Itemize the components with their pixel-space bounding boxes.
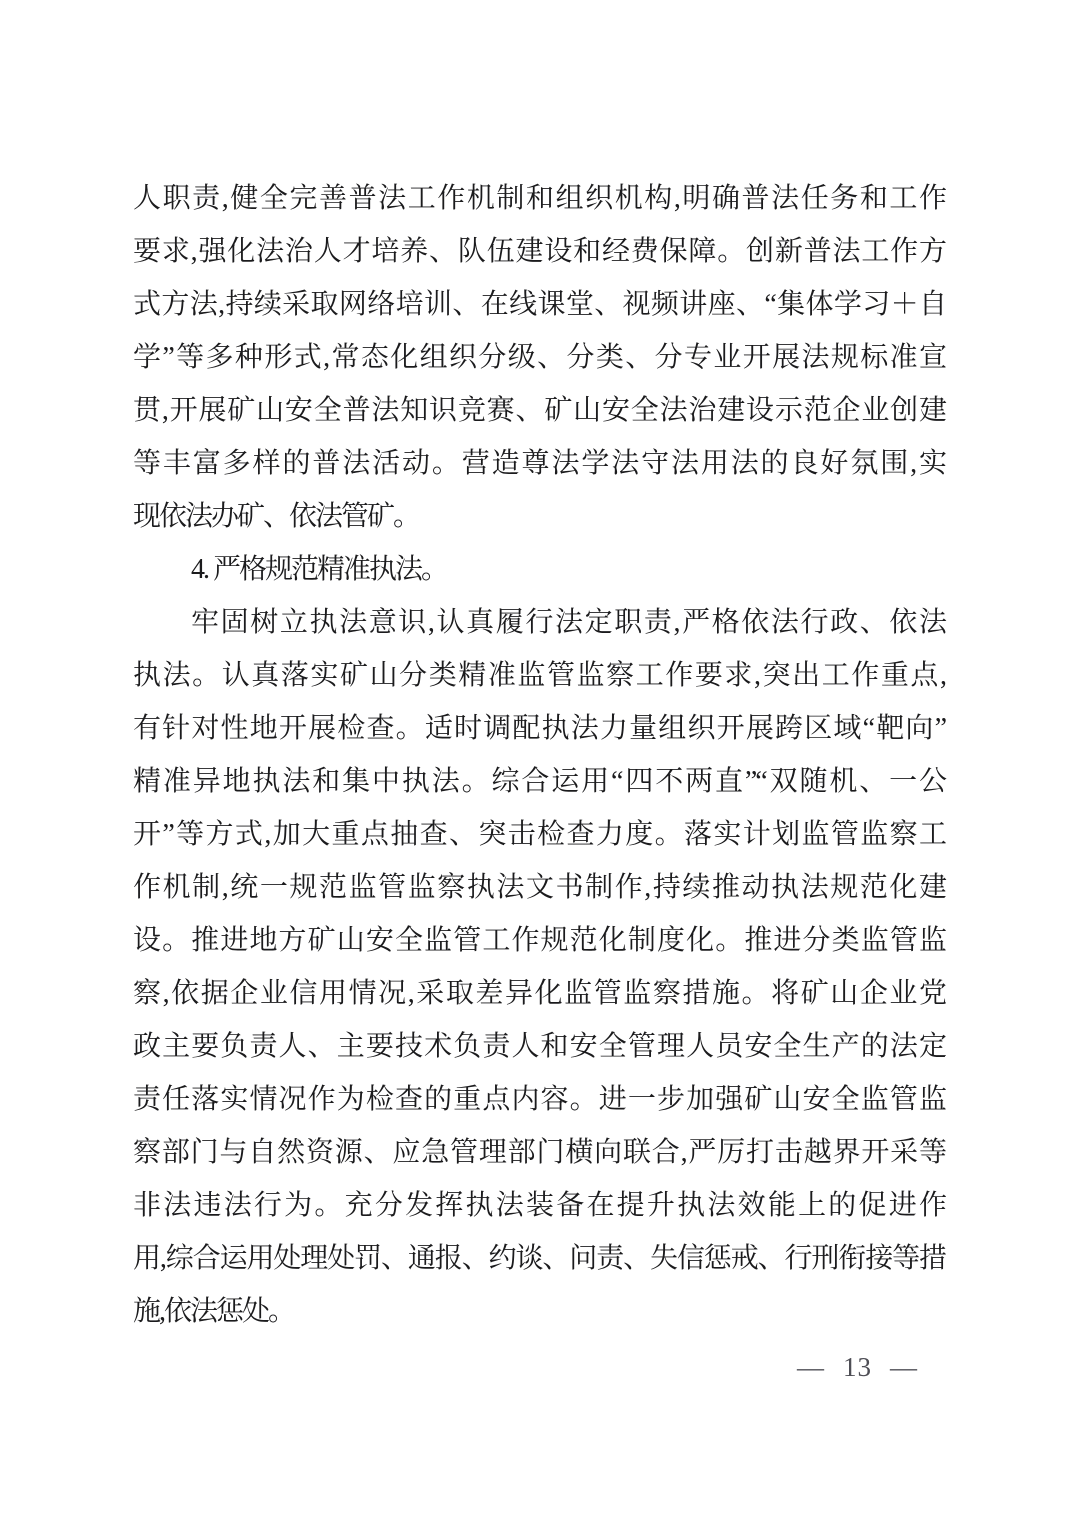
footer-dash-right: — [890,1352,918,1382]
text-line: 察部门与自然资源、应急管理部门横向联合,严厉打击越界开采等 [133,1137,945,1168]
page-number: 13 [843,1352,872,1382]
text-line: 责任落实情况作为检查的重点内容。进一步加强矿山安全监管监 [133,1084,945,1115]
footer-dash-left: — [797,1352,825,1382]
text-line: 作机制,统一规范监管监察执法文书制作,持续推动执法规范化建 [133,872,945,903]
text-line: 贯,开展矿山安全普法知识竞赛、矿山安全法治建设示范企业创建 [133,395,945,426]
text-line: 有针对性地开展检查。适时调配执法力量组织开展跨区域“靶向” [133,713,945,744]
text-line: 察,依据企业信用情况,采取差异化监管监察措施。将矿山企业党 [133,978,945,1009]
text-line: 学”等多种形式,常态化组织分级、分类、分专业开展法规标准宣 [133,342,945,373]
page-footer [797,1352,918,1383]
document-body [133,172,945,1338]
text-line: 执法。认真落实矿山分类精准监管监察工作要求,突出工作重点, [133,660,945,691]
section-heading: 4. 严格规范精准执法。 [191,554,448,585]
text-line: 要求,强化法治人才培养、队伍建设和经费保障。创新普法工作方 [133,236,945,267]
text-line: 牢固树立执法意识,认真履行法定职责,严格依法行政、依法 [191,607,945,638]
text-line: 精准异地执法和集中执法。综合运用“四不两直”“双随机、一公 [133,766,945,797]
text-line: 式方法,持续采取网络培训、在线课堂、视频讲座、“集体学习＋自 [133,289,945,320]
text-line: 用,综合运用处理处罚、通报、约谈、问责、失信惩戒、行刑衔接等措 [133,1243,945,1274]
text-line: 设。推进地方矿山安全监管工作规范化制度化。推进分类监管监 [133,925,945,956]
text-line: 施,依法惩处。 [133,1296,295,1327]
text-line: 开”等方式,加大重点抽查、突击检查力度。落实计划监管监察工 [133,819,945,850]
text-line: 人职责,健全完善普法工作机制和组织机构,明确普法任务和工作 [133,183,945,214]
text-line: 等丰富多样的普法活动。营造尊法学法守法用法的良好氛围,实 [133,448,945,479]
text-line: 现依法办矿、依法管矿。 [133,501,420,532]
text-line: 政主要负责人、主要技术负责人和安全管理人员安全生产的法定 [133,1031,945,1062]
text-line: 非法违法行为。充分发挥执法装备在提升执法效能上的促进作 [133,1190,945,1221]
